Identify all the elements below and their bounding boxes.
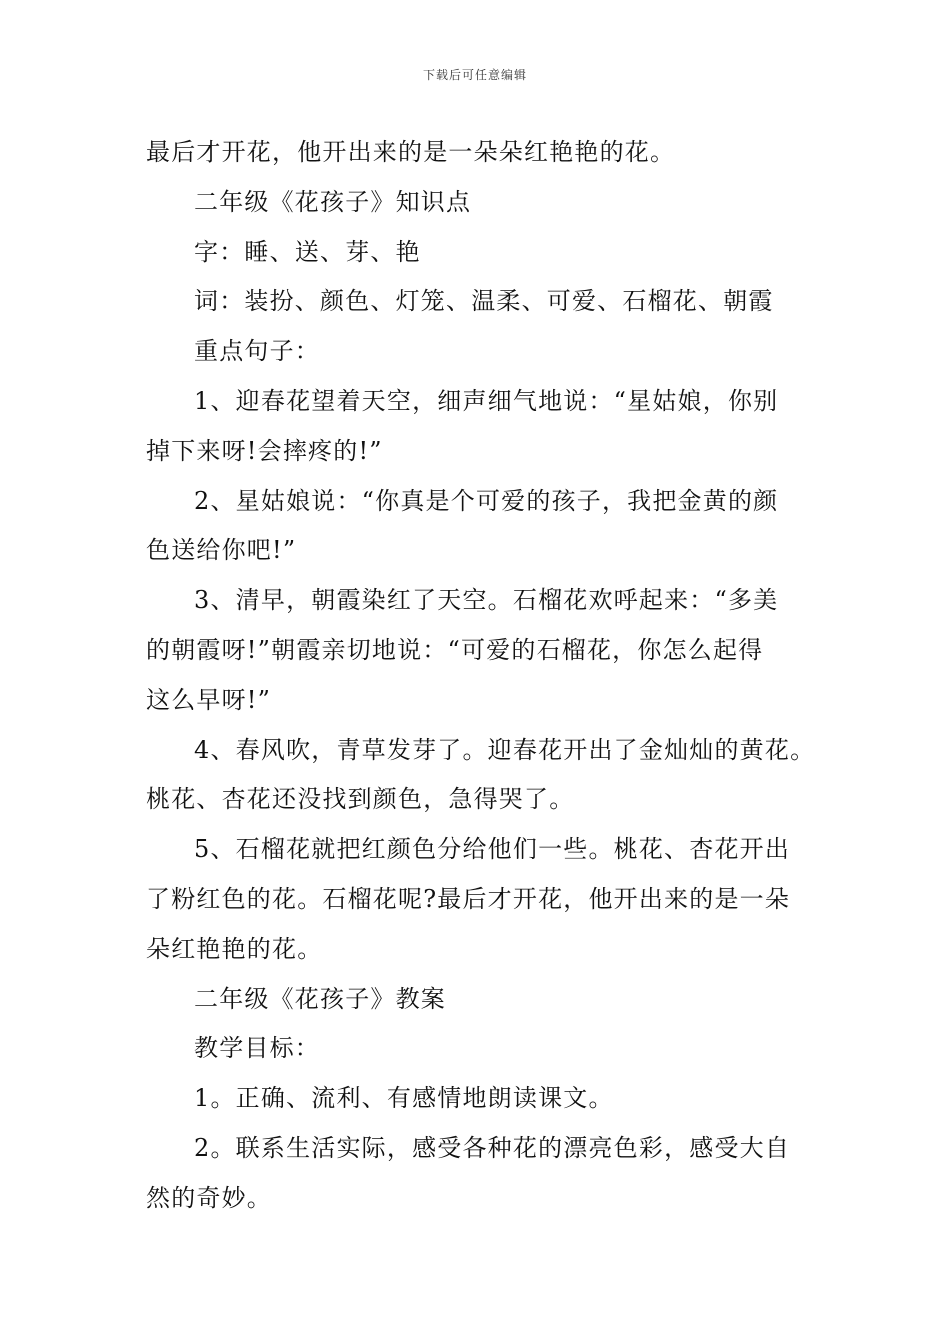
text-line: 掉下来呀!会摔疼的!” [146, 436, 383, 465]
text-line: 色送给你吧!” [146, 536, 297, 565]
paragraph-words [146, 277, 810, 327]
document-body [146, 128, 816, 1224]
paragraph-sentence-1 [146, 377, 810, 477]
paragraph-characters [146, 228, 810, 278]
text-line: 桃花、杏花还没找到颜色，急得哭了。 [146, 785, 575, 814]
text-line: 2。联系生活实际，感受各种花的漂亮色彩，感受大自 [194, 1133, 791, 1162]
text-line: 然的奇妙。 [146, 1183, 272, 1212]
heading-knowledge-points [146, 178, 810, 228]
text-line: 1。正确、流利、有感情地朗读课文。 [194, 1084, 614, 1113]
paragraph-goal-1 [146, 1074, 810, 1124]
text-line: 二年级《花孩子》知识点 [194, 187, 472, 216]
heading-teaching-goals [146, 1024, 810, 1074]
paragraph-continuation [146, 128, 810, 178]
paragraph-goal-2 [146, 1124, 810, 1224]
paragraph-sentence-2 [146, 477, 810, 577]
text-line: 4、春风吹，青草发芽了。迎春花开出了金灿灿的黄花。 [194, 735, 816, 764]
text-line: 了粉红色的花。石榴花呢?最后才开花，他开出来的是一朵 [146, 884, 791, 913]
text-line: 这么早呀!” [146, 685, 272, 714]
text-line: 1、迎春花望着天空，细声细气地说：“星姑娘，你别 [194, 386, 779, 415]
text-line: 词：装扮、颜色、灯笼、温柔、可爱、石榴花、朝霞 [194, 287, 774, 316]
text-line: 字：睡、送、芽、艳 [194, 237, 421, 266]
text-line: 2、星姑娘说：“你真是个可爱的孩子，我把金黄的颜 [194, 486, 779, 515]
text-line: 二年级《花孩子》教案 [194, 984, 446, 1013]
text-line: 3、清早，朝霞染红了天空。石榴花欢呼起来：“多美 [194, 586, 779, 615]
heading-key-sentences [146, 327, 810, 377]
text-line: 的朝霞呀!”朝霞亲切地说：“可爱的石榴花，你怎么起得 [146, 635, 764, 664]
heading-lesson-plan [146, 975, 810, 1025]
text-line: 重点句子： [194, 337, 320, 366]
paragraph-sentence-4 [146, 726, 816, 826]
paragraph-sentence-3 [146, 576, 810, 725]
paragraph-sentence-5 [146, 825, 810, 974]
text-line: 5、石榴花就把红颜色分给他们一些。桃花、杏花开出 [194, 835, 791, 864]
text-line: 朵红艳艳的花。 [146, 934, 323, 963]
text-line: 教学目标： [194, 1034, 320, 1063]
page-header: 下载后可任意编辑 [422, 68, 527, 82]
text-line: 最后才开花，他开出来的是一朵朵红艳艳的花。 [146, 138, 676, 166]
